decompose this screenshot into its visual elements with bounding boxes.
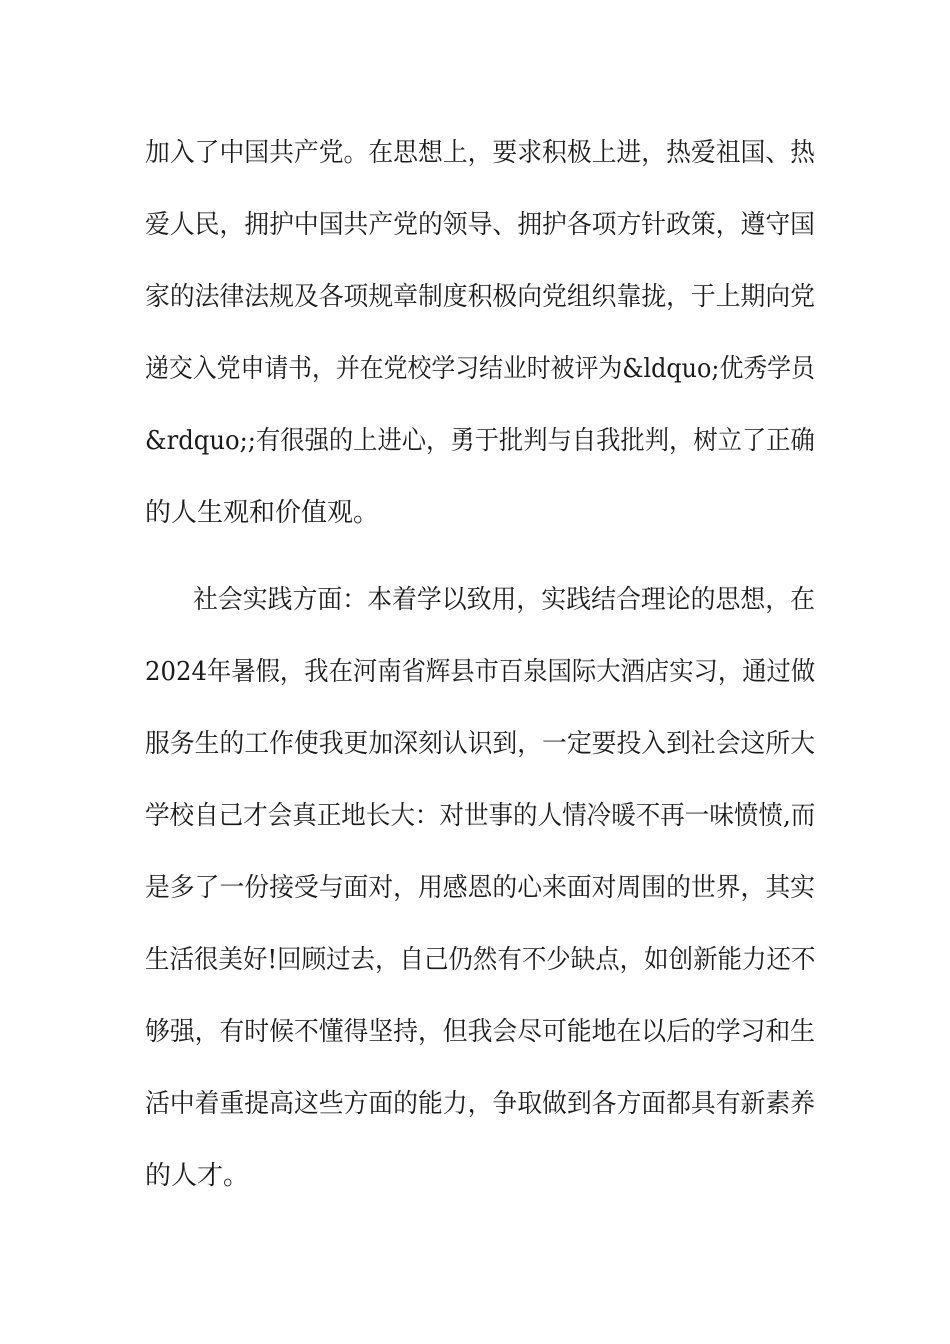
text-line: 的人才。 [145, 1161, 250, 1191]
text-line: 生活很美好!回顾过去，自己仍然有不少缺点，如创新能力还不 [145, 945, 816, 975]
text-line: 的人生观和价值观。 [145, 498, 380, 528]
text-line: 学校自己才会真正地长大：对世事的人情冷暖不再一味愤愤,而 [145, 801, 816, 831]
text-line: 加入了中国共产党。在思想上，要求积极上进，热爱祖国、热 [145, 138, 816, 168]
text-line: 递交入党申请书，并在党校学习结业时被评为&ldquo;优秀学员 [145, 354, 815, 384]
text-line: &rdquo;;有很强的上进心，勇于批判与自我批判，树立了正确 [145, 426, 815, 456]
text-line: 是多了一份接受与面对，用感恩的心来面对周围的世界，其实 [145, 873, 816, 903]
text-line: 家的法律法规及各项规章制度积极向党组织靠拢，于上期向党 [145, 282, 816, 312]
text-line: 2024年暑假，我在河南省辉县市百泉国际大酒店实习，通过做 [145, 657, 816, 687]
text-line: 爱人民，拥护中国共产党的领导、拥护各项方针政策，遵守国 [145, 210, 816, 240]
text-line: 活中着重提高这些方面的能力，争取做到各方面都具有新素养 [145, 1089, 816, 1119]
text-line: 社会实践方面：本着学以致用，实践结合理论的思想，在 [193, 585, 815, 615]
text-line: 服务生的工作使我更加深刻认识到，一定要投入到社会这所大 [145, 729, 816, 759]
text-line: 够强，有时候不懂得坚持，但我会尽可能地在以后的学习和生 [145, 1017, 816, 1047]
